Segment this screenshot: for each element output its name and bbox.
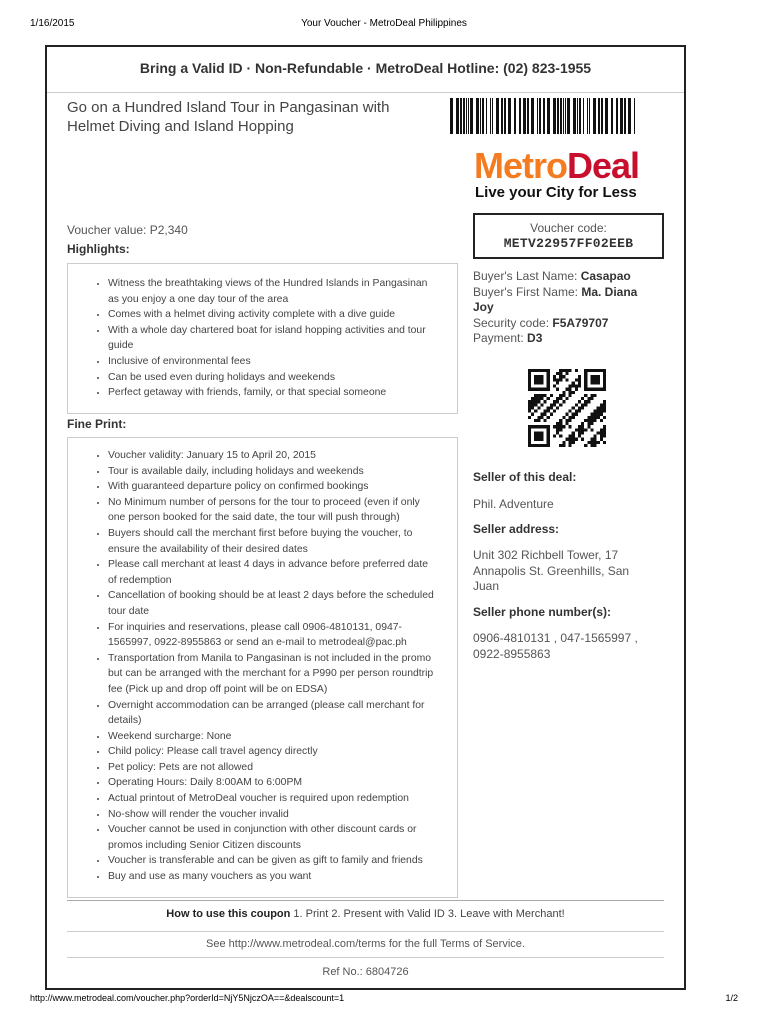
divider bbox=[47, 92, 684, 93]
list-item: • Comes with a helmet diving activity complete with a dive guide bbox=[108, 307, 437, 323]
list-item: • With a whole day chartered boat for island hopping activities and tour guide bbox=[108, 323, 437, 354]
list-item: • Transportation from Manila to Pangasinan is not included in the promo but can be arranged with the merchant for a P990 per person roundtrip fee (Pick up and drop off point will be on EDSA) bbox=[108, 651, 437, 698]
how-to-label: How to use this coupon bbox=[166, 908, 291, 920]
list-item: • No-show will render the voucher invalid bbox=[108, 807, 437, 823]
deal-title: Go on a Hundred Island Tour in Pangasinan with Helmet Diving and Island Hopping bbox=[67, 99, 390, 135]
list-item: • Witness the breathtaking views of the Hundred Islands in Pangasinan as you enjoy a one day tour of the area bbox=[108, 276, 437, 307]
list-item: • Buy and use as many vouchers as you want bbox=[108, 869, 437, 885]
list-item: • Operating Hours: Daily 8:00AM to 6:00PM bbox=[108, 775, 437, 791]
list-item: • Pet policy: Pets are not allowed bbox=[108, 760, 437, 776]
seller-address-heading: Seller address: bbox=[473, 522, 560, 536]
how-to-steps: 1. Print 2. Present with Valid ID 3. Leave with Merchant! bbox=[293, 908, 565, 920]
voucher-value: Voucher value: P2,340 bbox=[67, 223, 188, 237]
terms-of-service: See http://www.metrodeal.com/terms for the full Terms of Service. bbox=[67, 931, 664, 958]
security-code-label: Security code: bbox=[473, 315, 550, 330]
voucher-code-box bbox=[473, 213, 664, 259]
print-page-number: 1/2 bbox=[725, 993, 738, 1003]
highlights-box bbox=[67, 263, 458, 414]
fine-print-heading: Fine Print: bbox=[67, 417, 127, 431]
list-item: • With guaranteed departure policy on confirmed bookings bbox=[108, 479, 437, 495]
print-page-title: Your Voucher - MetroDeal Philippines bbox=[301, 18, 467, 29]
seller-phone-heading: Seller phone number(s): bbox=[473, 605, 612, 619]
seller-phone: 0906-4810131 , 047-1565997 , 0922-8955863 bbox=[473, 631, 638, 661]
list-item: • Voucher is transferable and can be given as gift to family and friends bbox=[108, 853, 437, 869]
payment-value: D3 bbox=[527, 331, 543, 345]
qr-code bbox=[528, 369, 606, 447]
highlights-list bbox=[68, 276, 457, 401]
voucher-code-value: METV22957FF02EEB bbox=[503, 236, 634, 251]
reference-number: Ref No.: 6804726 bbox=[322, 966, 409, 978]
list-item: • Voucher validity: January 15 to April 20, 2015 bbox=[108, 448, 437, 464]
barcode bbox=[450, 98, 638, 134]
list-item: • For inquiries and reservations, please call 0906-4810131, 0947-1565997, 0922-8955863 or send an e-mail to metrodeal@pac.ph bbox=[108, 620, 437, 651]
list-item: • Buyers should call the merchant first before buying the voucher, to ensure the availability of their desired dates bbox=[108, 526, 437, 557]
seller-name-heading: Seller of this deal: bbox=[473, 470, 577, 484]
list-item: • Weekend surcharge: None bbox=[108, 729, 437, 745]
buyer-first-name-label: Buyer's First Name: bbox=[473, 284, 578, 299]
seller-address: Unit 302 Richbell Tower, 17 Annapolis St. Greenhills, San Juan bbox=[473, 548, 630, 593]
list-item: • Can be used even during holidays and weekends bbox=[108, 370, 437, 386]
logo-metro: Metro bbox=[474, 145, 567, 186]
buyer-info bbox=[473, 269, 653, 347]
voucher bbox=[45, 45, 686, 990]
logo-tagline: Live your City for Less bbox=[475, 184, 637, 201]
voucher-code-label: Voucher code: bbox=[530, 221, 607, 235]
list-item: • Actual printout of MetroDeal voucher is required upon redemption bbox=[108, 791, 437, 807]
list-item: • Please call merchant at least 4 days in advance before preferred date of redemption bbox=[108, 557, 437, 588]
list-item: • Cancellation of booking should be at least 2 days before the scheduled tour date bbox=[108, 588, 437, 619]
seller-name: Phil. Adventure bbox=[473, 497, 554, 511]
list-item: • Inclusive of environmental fees bbox=[108, 354, 437, 370]
highlights-heading: Highlights: bbox=[67, 242, 130, 256]
fine-print-list bbox=[68, 448, 457, 885]
security-code: F5A79707 bbox=[552, 315, 609, 330]
print-date: 1/16/2015 bbox=[30, 18, 75, 29]
list-item: • Child policy: Please call travel agency directly bbox=[108, 744, 437, 760]
buyer-last-name: Casapao bbox=[580, 269, 631, 283]
list-item: • Overnight accommodation can be arranged (please call merchant for details) bbox=[108, 698, 437, 729]
list-item: • Voucher cannot be used in conjunction with other discount cards or promos including Senior Citizen discounts bbox=[108, 822, 437, 853]
buyer-last-name-label: Buyer's Last Name: bbox=[473, 269, 578, 283]
print-url: http://www.metrodeal.com/voucher.php?orderId=NjY5NjczOA==&dealscount=1 bbox=[30, 993, 345, 1003]
list-item: • No Minimum number of persons for the tour to proceed (even if only one person booked for the said date, the tour will push through) bbox=[108, 495, 437, 526]
buyer-first-name: Ma. Diana Joy bbox=[473, 284, 638, 314]
how-to-use bbox=[67, 900, 664, 928]
list-item: • Perfect getaway with friends, family, or that special someone bbox=[108, 385, 437, 401]
list-item: • Tour is available daily, including holidays and weekends bbox=[108, 464, 437, 480]
logo-deal: Deal bbox=[567, 145, 640, 186]
fine-print-box bbox=[67, 437, 458, 898]
metrodeal-logo bbox=[474, 147, 639, 201]
voucher-notice: Bring a Valid ID · Non-Refundable · MetroDeal Hotline: (02) 823-1955 bbox=[139, 60, 592, 76]
payment-label: Payment: bbox=[473, 331, 524, 345]
